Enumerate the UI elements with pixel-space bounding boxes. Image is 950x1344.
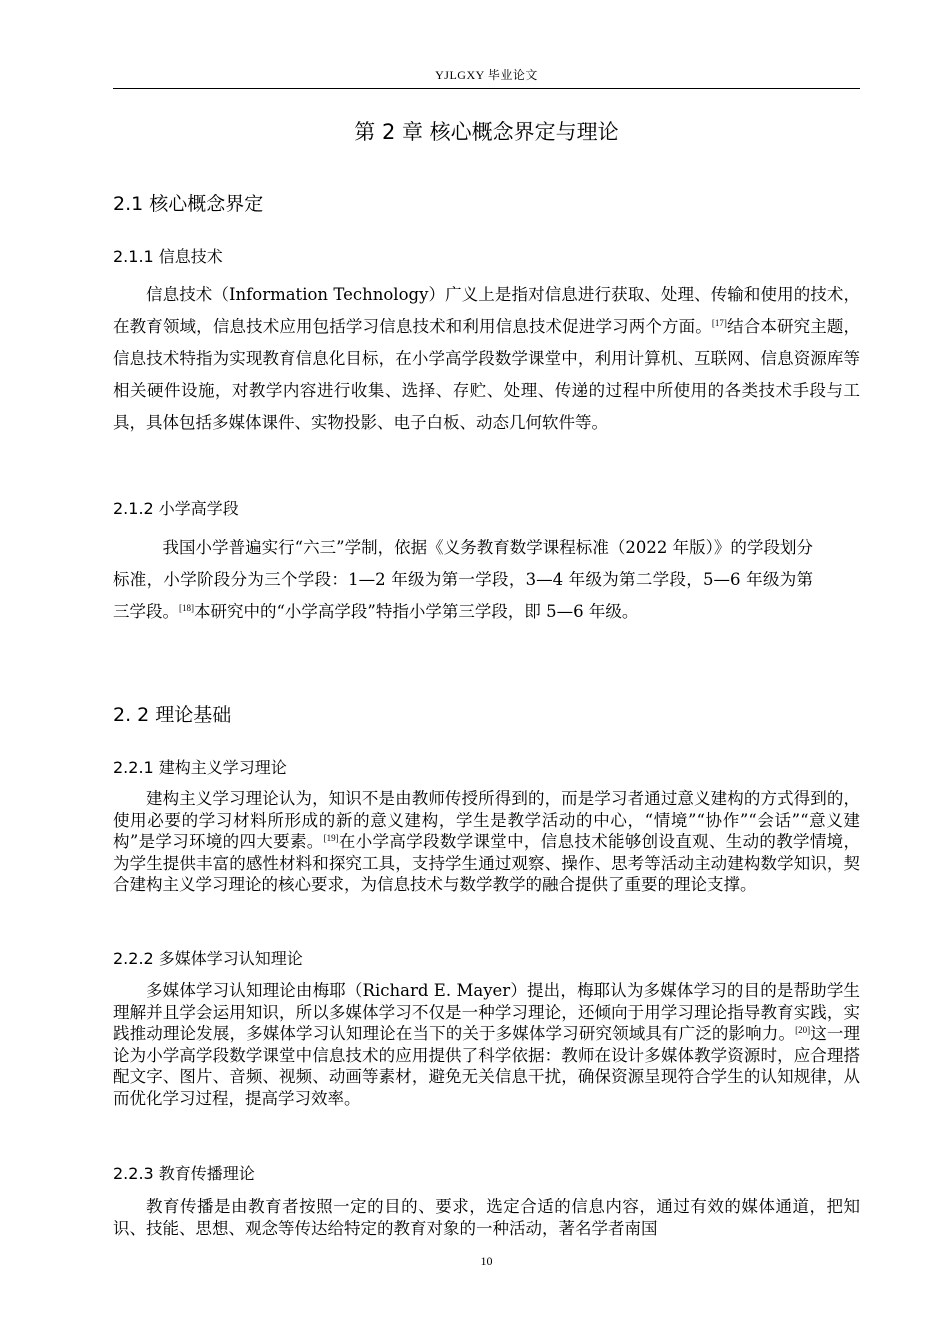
subsection-heading-2-1-2: 2.1.2 小学高学段 bbox=[113, 499, 239, 518]
paragraph-text: 建构主义学习理论认为，知识不是由教师传授所得到的，而是学习者通过意义建构的方式得到的，使用必要的学习材料所形成的新的意义建构，学生是教学活动的中心，“情境”“协作”“会话”“意义建构”是学习环境的四大要素。 bbox=[113, 789, 860, 851]
paragraph-text: 教育传播是由教育者按照一定的目的、要求，选定合适的信息内容，通过有效的媒体通道，把知识、技能、思想、观念等传达给特定的教育对象的一种活动，著名学者南国 bbox=[113, 1197, 860, 1238]
section-heading-2-2: 2. 2 理论基础 bbox=[113, 704, 232, 726]
page-number: 10 bbox=[480, 1254, 493, 1268]
chapter-title: 第 2 章 核心概念界定与理论 bbox=[354, 120, 619, 144]
paragraph-text: 多媒体学习认知理论由梅耶（Richard E. Mayer）提出，梅耶认为多媒体学习的目的是帮助学生理解并且学会运用知识，所以多媒体学习不仅是一种学习理论，还倾向于用学习理论指导教育实践，实践推动理论发展，多媒体学习认知理论在当下的关于多媒体学习研究领域具有广泛的影响力。 bbox=[113, 981, 860, 1043]
paragraph-text: 在小学高学段数学课堂中，信息技术能够创设直观、生动的教学情境，为学生提供丰富的感性材料和探究工具，支持学生通过观察、操作、思考等活动主动建构数学知识，契合建构主义学习理论的核心要求，为信息技术与数学教学的融合提供了重要的理论支撑。 bbox=[113, 832, 861, 894]
paragraph-text: 我国小学普遍实行“六三”学制，依据《义务教育数学课程标准（2022 年版）》的学段划分标准，小学阶段分为三个学段：1—2 年级为第一学段，3—4 年级为第二学段，5—6 年级为第三学段。 bbox=[113, 538, 813, 621]
subsection-heading-2-2-2: 2.2.2 多媒体学习认知理论 bbox=[113, 949, 303, 968]
subsection-heading-2-2-1: 2.2.1 建构主义学习理论 bbox=[113, 758, 287, 777]
citation-marker: [19] bbox=[323, 833, 339, 843]
running-header: YJLGXY 毕业论文 bbox=[435, 68, 538, 82]
paragraph-text: 信息技术（Information Technology）广义上是指对信息进行获取、处理、传输和使用的技术，在教育领域，信息技术应用包括学习信息技术和利用信息技术促进学习两个方面。 bbox=[113, 285, 860, 336]
paragraph-text: 这一理论为小学高学段数学课堂中信息技术的应用提供了科学依据：教师在设计多媒体教学资源时，应合理搭配文字、图片、音频、视频、动画等素材，避免无关信息干扰，确保资源呈现符合学生的认知规律，从而优化学习过程，提高学习效率。 bbox=[113, 1024, 861, 1108]
citation-marker: [17] bbox=[711, 318, 727, 328]
paragraph-upper-primary-grades bbox=[113, 532, 813, 628]
citation-marker: [18] bbox=[179, 603, 194, 613]
paragraph-constructivism bbox=[113, 788, 860, 896]
paragraph-educational-communication bbox=[113, 1196, 860, 1239]
header-divider bbox=[113, 88, 860, 89]
citation-marker: [20] bbox=[795, 1025, 811, 1035]
subsection-heading-2-2-3: 2.2.3 教育传播理论 bbox=[113, 1164, 255, 1183]
subsection-heading-2-1-1: 2.1.1 信息技术 bbox=[113, 247, 223, 266]
section-heading-2-1: 2.1 核心概念界定 bbox=[113, 193, 264, 215]
paragraph-information-technology bbox=[113, 279, 860, 439]
paragraph-text: 结合本研究主题，信息技术特指为实现教育信息化目标，在小学高学段数学课堂中，利用计算机、互联网、信息资源库等相关硬件设施，对教学内容进行收集、选择、存贮、处理、传递的过程中所使用的各类技术手段与工具，具体包括多媒体课件、实物投影、电子白板、动态几何软件等。 bbox=[113, 317, 861, 432]
paragraph-multimedia-learning bbox=[113, 980, 860, 1109]
paragraph-text: 本研究中的“小学高学段”特指小学第三学段，即 5—6 年级。 bbox=[194, 602, 639, 621]
